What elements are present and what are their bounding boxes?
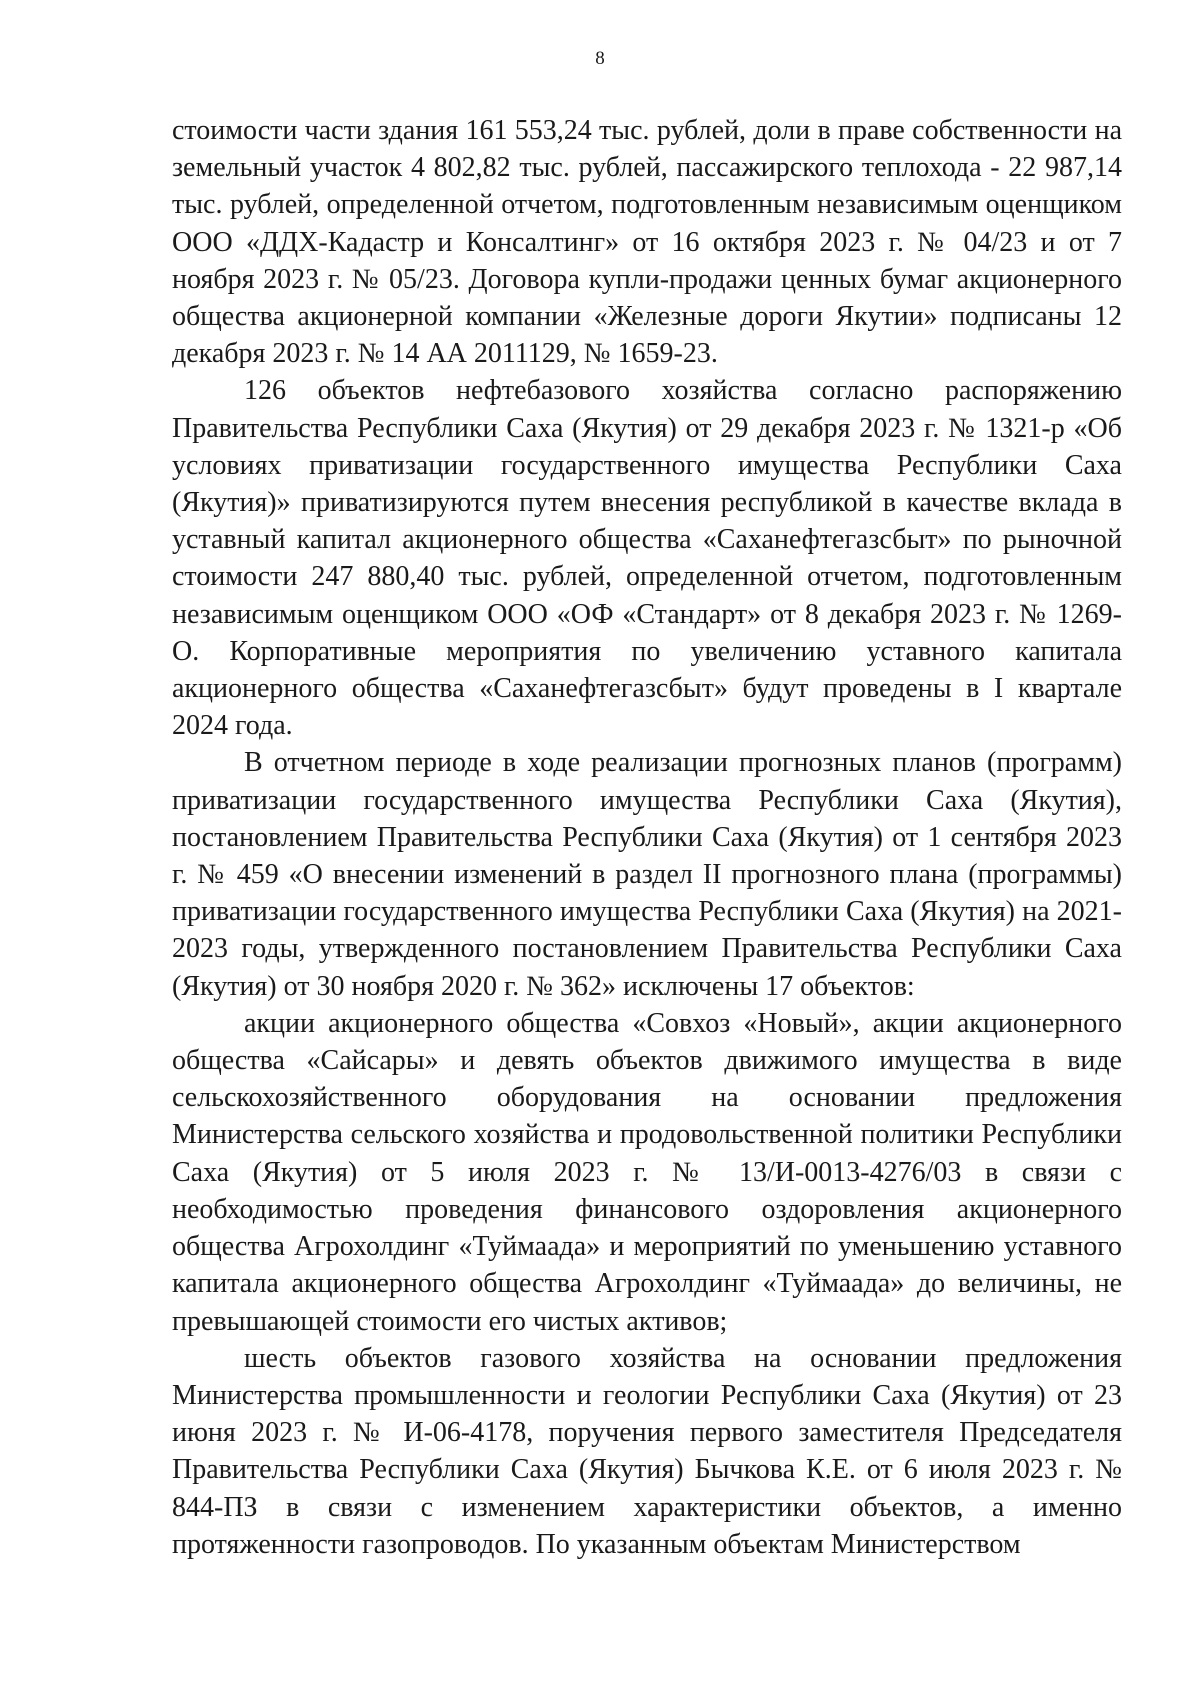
paragraph-2: 126 объектов нефтебазового хозяйства согласно распоряжению Правительства Республики Саха (Якутия) от 29 декабря 2023 г. № 1321-р «Об условиях приватизации государственного имущества Республики Саха (Якутия)» приватизируются путем внесения республикой в качестве вклада в уставный капитал акционерного общества «Саханефтегазсбыт» по рыночной стоимости 247 880,40 тыс. рублей, определенной отчетом, подготовленным независимым оценщиком ООО «ОФ «Стандарт» от 8 декабря 2023 г. № 1269-О. Корпоративные мероприятия по увеличению уставного капитала акционерного общества «Саханефтегазсбыт» будут проведены в I квартале 2024 года.: [172, 375, 1122, 742]
paragraph-3: В отчетном периоде в ходе реализации прогнозных планов (программ) приватизации государственного имущества Республики Саха (Якутия), постановлением Правительства Республики Саха (Якутия) от 1 сентября 2023 г. № 459 «О внесении изменений в раздел II прогнозного плана (программы) приватизации государственного имущества Республики Саха (Якутия) на 2021-2023 годы, утвержденного постановлением Правительства Республики Саха (Якутия) от 30 ноября 2020 г. № 362» исключены 17 объектов:: [172, 747, 1122, 1002]
page-number: 8: [595, 48, 605, 69]
paragraph-4: акции акционерного общества «Совхоз «Новый», акции акционерного общества «Сайсары» и девять объектов движимого имущества в виде сельскохозяйственного оборудования на основании предложения Министерства сельского хозяйства и продовольственной политики Республики Саха (Якутия) от 5 июля 2023 г. № 13/И-0013-4276/03 в связи с необходимостью проведения финансового оздоровления акционерного общества Агрохолдинг «Туймаада» и мероприятий по уменьшению уставного капитала акционерного общества Агрохолдинг «Туймаада» до величины, не превышающей стоимости его чистых активов;: [172, 1007, 1122, 1337]
document-body: [172, 112, 1122, 1563]
paragraph-5: шесть объектов газового хозяйства на основании предложения Министерства промышленности и геологии Республики Саха (Якутия) от 23 июня 2023 г. № И-06-4178, поручения первого заместителя Председателя Правительства Республики Саха (Якутия) Бычкова К.Е. от 6 июля 2023 г. № 844-ПЗ в связи с изменением характеристики объектов, а именно протяженности газопроводов. По указанным объектам Министерством: [172, 1342, 1122, 1560]
paragraph-1: стоимости части здания 161 553,24 тыс. рублей, доли в праве собственности на земельный участок 4 802,82 тыс. рублей, пассажирского теплохода - 22 987,14 тыс. рублей, определенной отчетом, подготовленным независимым оценщиком ООО «ДДХ-Кадастр и Консалтинг» от 16 октября 2023 г. № 04/23 и от 7 ноября 2023 г. № 05/23. Договора купли-продажи ценных бумаг акционерного общества акционерной компании «Железные дороги Якутии» подписаны 12 декабря 2023 г. № 14 АА 2011129, № 1659-23.: [172, 115, 1122, 370]
